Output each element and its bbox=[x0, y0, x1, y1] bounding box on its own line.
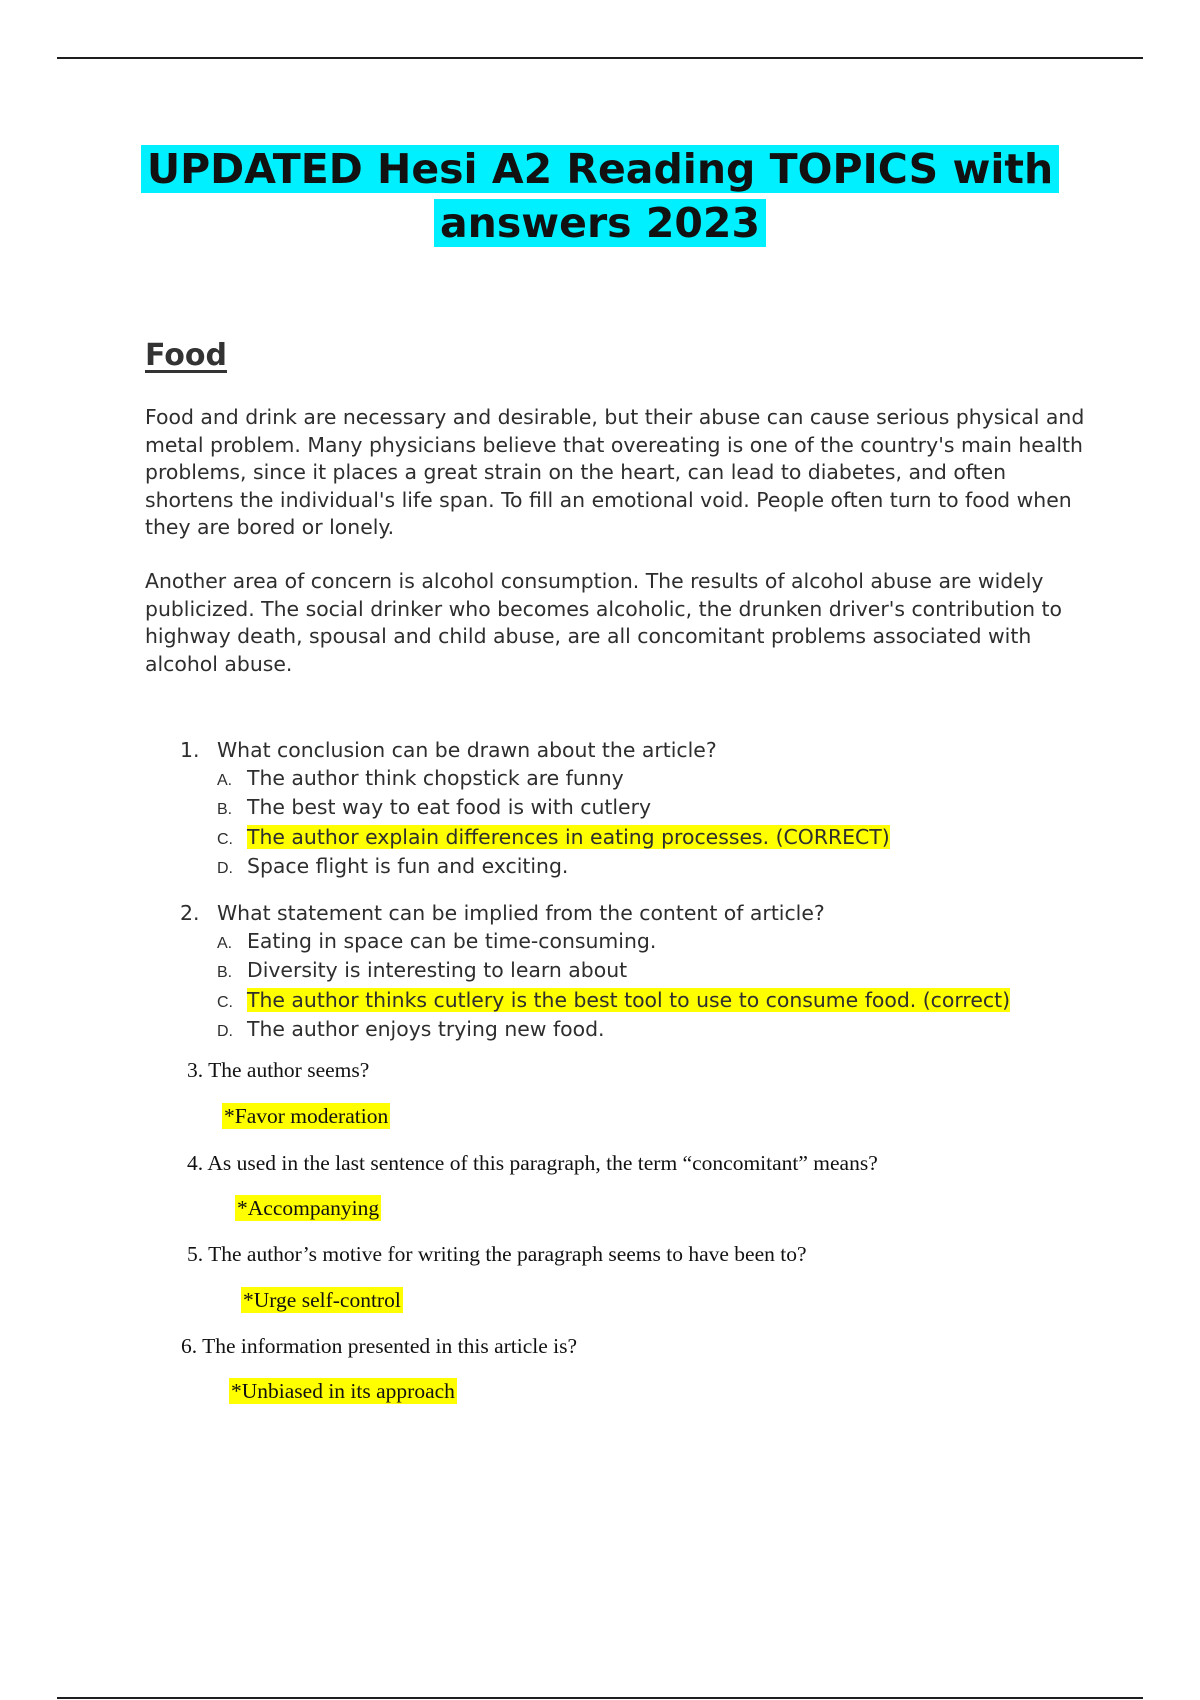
highlighted-correct-answer: The author thinks cutlery is the best tool to use to consume food. (correct) bbox=[247, 987, 1011, 1012]
option-b bbox=[217, 957, 1140, 987]
document-title-text: UPDATED Hesi A2 Reading TOPICS with answers 2023 bbox=[141, 145, 1059, 247]
option-a bbox=[217, 928, 1140, 958]
question-1 bbox=[180, 737, 1140, 883]
option-letter: C. bbox=[217, 993, 233, 1011]
option-letter: B. bbox=[217, 964, 233, 981]
highlighted-answer: *Favor moderation bbox=[224, 1104, 389, 1128]
paragraph-2: Another area of concern is alcohol consumption. The results of alcohol abuse are widely publicized. The social drinker who becomes alcoholic, the drunken driver's contribution to highway death, spousal and child abuse, are all concomitant problems associated with alcohol abuse. bbox=[145, 569, 1062, 676]
question-text: What statement can be implied from the content of article? bbox=[217, 901, 825, 925]
option-letter: A. bbox=[217, 934, 233, 952]
highlighted-correct-answer: The author explain differences in eating processes. (CORRECT) bbox=[247, 824, 890, 849]
paragraph-1: Food and drink are necessary and desirable, but their abuse can cause serious physical and metal problem. Many physicians believe that overeating is one of the country's main health problems, since it places a great strain on the heart, can lead to diabetes, and often shortens the individual's life span. To fill an emotional void. People often turn to food when they are bored or lonely. bbox=[145, 405, 1085, 539]
document-title bbox=[60, 142, 1140, 250]
option-text: Space flight is fun and exciting. bbox=[247, 854, 569, 878]
option-c-correct bbox=[217, 987, 1140, 1017]
answer-6 bbox=[229, 1377, 457, 1405]
highlighted-answer: *Urge self-control bbox=[243, 1288, 401, 1312]
question-1-stem bbox=[180, 737, 1140, 765]
option-text: Eating in space can be time-consuming. bbox=[247, 928, 657, 953]
highlighted-answer: *Accompanying bbox=[237, 1196, 380, 1220]
section-heading: Food bbox=[145, 338, 227, 373]
question-number: 2. bbox=[180, 901, 200, 925]
option-letter: A. bbox=[217, 771, 233, 789]
question-5: 5. The author’s motive for writing the paragraph seems to have been to? bbox=[187, 1242, 807, 1266]
top-rule bbox=[57, 57, 1143, 59]
question-2 bbox=[180, 900, 1140, 1046]
option-letter: C. bbox=[217, 830, 233, 848]
question-2-options bbox=[180, 928, 1140, 1046]
option-b bbox=[217, 794, 1140, 824]
question-text: What conclusion can be drawn about the article? bbox=[217, 738, 717, 762]
question-3: 3. The author seems? bbox=[187, 1058, 370, 1082]
answer-4 bbox=[235, 1194, 381, 1222]
option-d bbox=[217, 853, 1140, 883]
option-a bbox=[217, 765, 1140, 795]
option-letter: D. bbox=[217, 1023, 233, 1040]
option-letter: B. bbox=[217, 801, 233, 818]
question-4: 4. As used in the last sentence of this paragraph, the term “concomitant” means? bbox=[187, 1151, 878, 1175]
bottom-rule bbox=[57, 1697, 1143, 1699]
question-1-options bbox=[180, 765, 1140, 883]
question-6: 6. The information presented in this article is? bbox=[181, 1334, 578, 1358]
option-c-correct bbox=[217, 824, 1140, 854]
question-number: 1. bbox=[180, 738, 200, 762]
question-2-stem bbox=[180, 900, 1140, 928]
option-text: The author think chopstick are funny bbox=[247, 765, 624, 790]
answer-5 bbox=[241, 1286, 403, 1314]
option-text: Diversity is interesting to learn about bbox=[247, 958, 628, 982]
option-text: The author enjoys trying new food. bbox=[247, 1017, 605, 1041]
option-letter: D. bbox=[217, 860, 233, 877]
highlighted-answer: *Unbiased in its approach bbox=[231, 1379, 455, 1403]
option-text: The best way to eat food is with cutlery bbox=[247, 795, 652, 819]
option-d bbox=[217, 1016, 1140, 1046]
answer-3 bbox=[222, 1102, 390, 1130]
